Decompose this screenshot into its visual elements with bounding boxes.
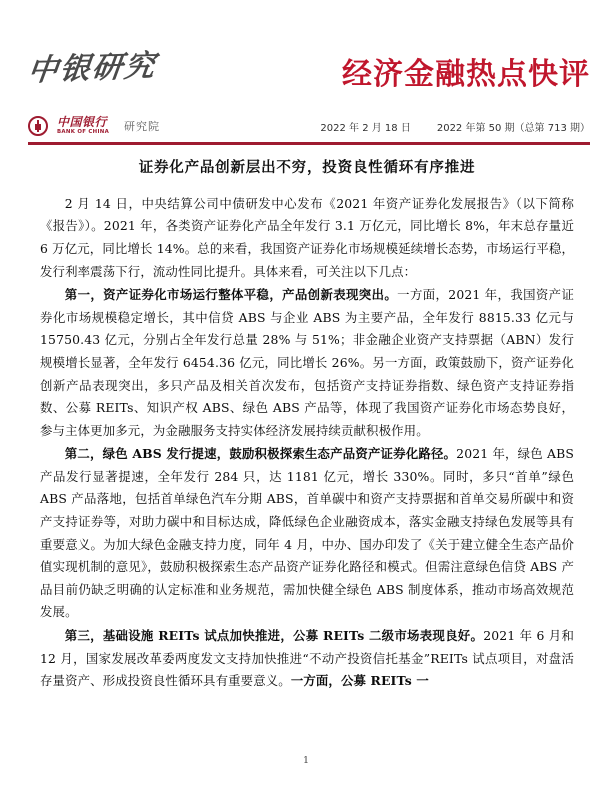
bank-name-cn: 中国银行 xyxy=(57,115,108,130)
article-body xyxy=(40,158,574,693)
paragraph-point-3 xyxy=(40,625,574,693)
paragraph-trailing-lead: 一方面，公募 REITs 一 xyxy=(290,673,429,689)
paragraph-text: 2021 年，绿色 ABS 产品发行显著提速，全年发行 284 只，达 1181 亿元，增长 330%。同时，多只“首单”绿色 ABS 产品落地，包括首单绿色汽车分期 ABS，首单碳中和资产支持票据和首单交易所碳中和资产支持证券等，对助力碳中和目标达成，降低绿色企业融资成本，落实金融支持绿色发展等具有重要意义。为加大绿色金融支持力度，同年 4 月，中办、国办印发了《关于建立健全生态产品价值实现机制的意见》，鼓励积极探索生态产品资产证券化路径和模式。但需注意绿色信贷 ABS 产品目前仍缺乏明确的认定标准和业务规范，需加快健全绿色 ABS 制度体系，推动市场高效规范发展。 xyxy=(40,446,574,620)
publication-date: 2022 年 2 月 18 日 xyxy=(320,123,411,134)
paragraph-point-2 xyxy=(40,443,574,624)
page-number: 1 xyxy=(302,755,310,766)
paragraph-lead: 第三，基础设施 REITs 试点加快推进，公募 REITs 二级市场表现良好。 xyxy=(64,628,484,644)
paragraph-text: 2 月 14 日，中央结算公司中债研发中心发布《2021 年资产证券化发展报告》（以下简称《报告》）。2021 年，各类资产证券化产品全年发行 3.1 万亿元，同比增长 8%，年末总存量近 6 万亿元，同比增长 14%。总的来看，我国资产证券化市场规模延续增长态势，市场运行平稳，发行利率震荡下行，流动性同比提升。具体来看，可关注以下几点： xyxy=(40,195,574,279)
paragraph-point-1 xyxy=(40,284,574,442)
issue-metadata xyxy=(320,119,590,134)
bank-of-china-logo-icon xyxy=(28,116,48,136)
paragraph-text: 2021 年 6 月和 12 月，国家发展改革委两度发文支持加快推进“不动产投资信托基金”REITs 试点项目，对盘活存量资产、形成投资良性循环具有重要意义。 xyxy=(40,628,575,689)
paragraph-text: 一方面，2021 年，我国资产证券化市场规模稳定增长，其中信贷 ABS 与企业 ABS 为主要产品，全年发行 8815.33 亿元与 15750.43 亿元，分别占全年发行总量 28% 与 51%；非金融企业资产支持票据（ABN）发行规模增长显著，全年发行 6454.36 亿元，同比增长 26%。另一方面，政策鼓励下，资产证券化创新产品表现突出，多只产品及相关首次发布，包括资产支持证券指数、绿色资产支持证券指数、公募 REITs、知识产权 ABS、绿色 ABS 产品等，体现了我国资产证券化市场态势良好，参与主体更加多元，为金融服务支持实体经济发展持续贡献积极作用。 xyxy=(40,287,574,438)
article-title: 证券化产品创新层出不穷，投资良性循环有序推进 xyxy=(138,160,476,176)
paragraph-lead: 第二，绿色 ABS 发行提速，鼓励积极探索生态产品资产证券化路径。 xyxy=(64,446,457,462)
bank-identity xyxy=(28,116,160,136)
brand-calligraphy-logo: 中银研究 xyxy=(25,48,159,89)
bank-name-block xyxy=(57,116,109,135)
department-label: 研究院 xyxy=(124,120,161,133)
header-divider xyxy=(28,142,590,145)
page-header xyxy=(0,0,612,148)
paragraph-intro xyxy=(40,193,574,283)
bank-name-en: BANK OF CHINA xyxy=(57,129,110,136)
paragraph-lead: 第一，资产证券化市场运行整体平稳，产品创新表现突出。 xyxy=(64,287,398,303)
issue-number: 2022 年第 50 期（总第 713 期） xyxy=(436,123,590,134)
publication-title: 经济金融热点快评 xyxy=(342,57,590,92)
